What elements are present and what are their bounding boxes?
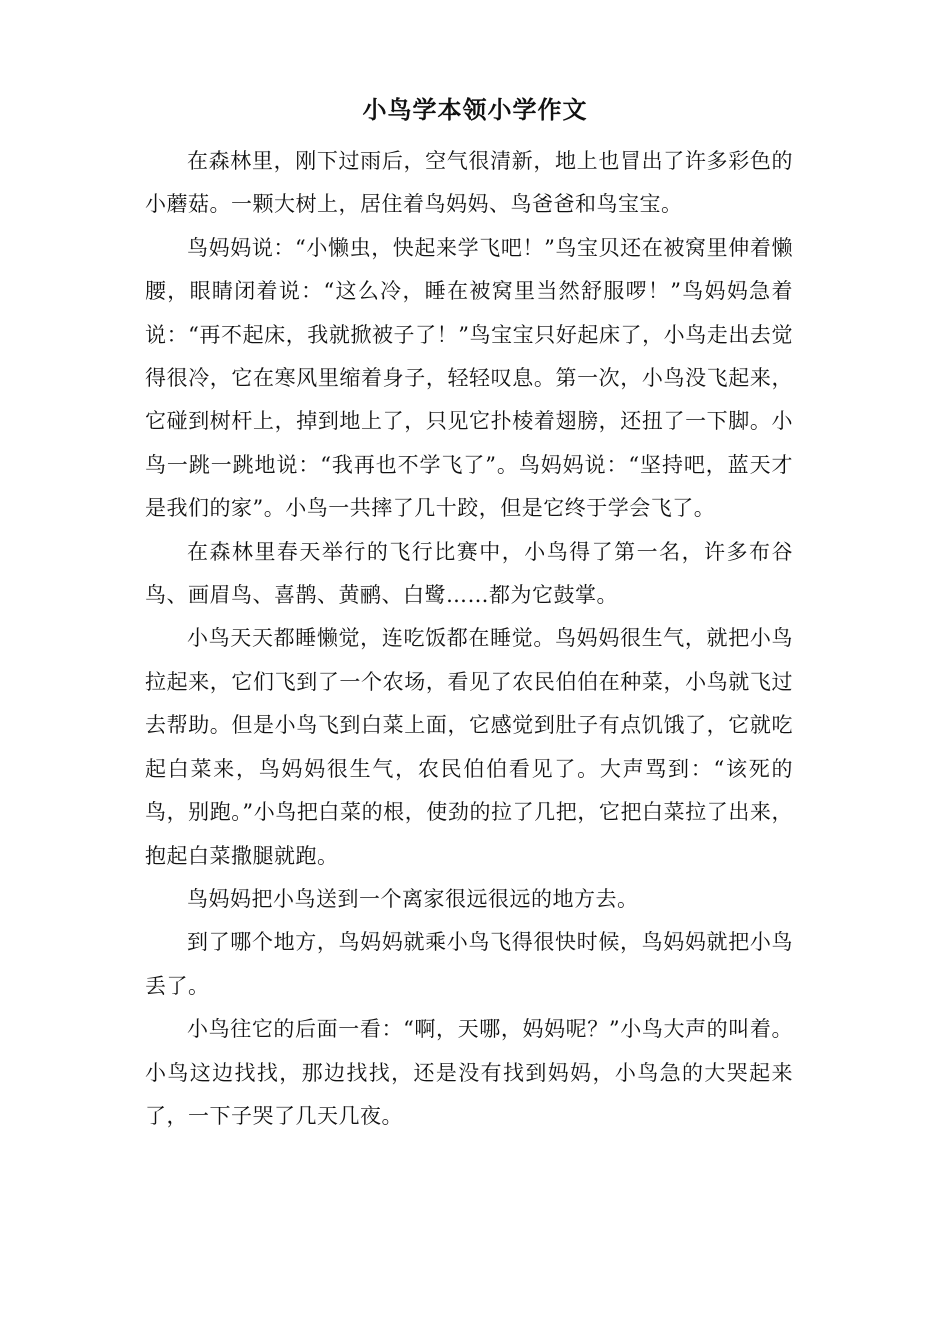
paragraph: 小鸟天天都睡懒觉，连吃饭都在睡觉。鸟妈妈很生气，就把小鸟拉起来，它们飞到了一个农场，看见了农民伯伯在种菜，小鸟就飞过去帮助。但是小鸟飞到白菜上面，它感觉到肚子有点饥饿了，它就吃起白菜来，鸟妈妈很生气，农民伯伯看见了。大声骂到：“该死的鸟，别跑。”小鸟把白菜的根，使劲的拉了几把，它把白菜拉了出来，抱起白菜撒腿就跑。 <box>145 626 793 868</box>
paragraph: 鸟妈妈把小鸟送到一个离家很远很远的地方去。 <box>187 886 639 911</box>
paragraph: 鸟妈妈说：“小懒虫，快起来学飞吧！”鸟宝贝还在被窝里伸着懒腰，眼睛闭着说：“这么冷，睡在被窝里当然舒服啰！”鸟妈妈急着说：“再不起床，我就掀被子了！”鸟宝宝只好起床了，小鸟走出去觉得很冷，它在寒风里缩着身子，轻轻叹息。第一次，小鸟没飞起来，它碰到树杆上，掉到地上了，只见它扑棱着翅膀，还扭了一下脚。小鸟一跳一跳地说：“我再也不学飞了”。鸟妈妈说：“坚持吧，蓝天才是我们的家”。小鸟一共摔了几十跤，但是它终于学会飞了。 <box>145 235 793 521</box>
document-title: 小鸟学本领小学作文 <box>362 95 588 124</box>
paragraph: 小鸟往它的后面一看：“啊，天哪，妈妈呢？”小鸟大声的叫着。小鸟这边找找，那边找找，还是没有找到妈妈，小鸟急的大哭起来了，一下子哭了几天几夜。 <box>145 1017 793 1128</box>
paragraph: 在森林里春天举行的飞行比赛中，小鸟得了第一名，许多布谷鸟、画眉鸟、喜鹊、黄鹂、白鹭……都为它鼓掌。 <box>145 539 793 608</box>
paragraph: 到了哪个地方，鸟妈妈就乘小鸟飞得很快时候，鸟妈妈就把小鸟丢了。 <box>145 930 793 998</box>
paragraph: 在森林里，刚下过雨后，空气很清新，地上也冒出了许多彩色的小蘑菇。一颗大树上，居住着鸟妈妈、鸟爸爸和鸟宝宝。 <box>145 149 793 217</box>
document-body <box>145 140 793 1138</box>
